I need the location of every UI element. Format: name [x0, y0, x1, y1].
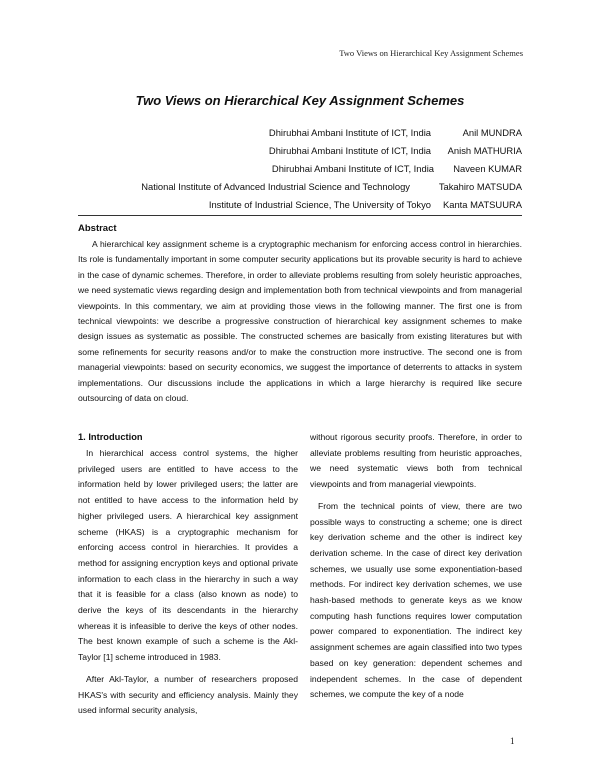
author-list — [62, 124, 522, 214]
abstract — [78, 223, 522, 406]
body-paragraph: After Akl-Taylor, a number of researchers proposed HKAS's with security and efficiency analysis. Mainly they used informal security analysis, — [78, 673, 298, 716]
author-name: Anil MUNDRA — [462, 127, 522, 138]
section-heading: 1. Introduction — [78, 432, 143, 442]
author-affiliation: Dhirubhai Ambani Institute of ICT, India — [268, 127, 431, 138]
author-name: Kanta MATSUURA — [442, 199, 522, 210]
author-name: Naveen KUMAR — [453, 163, 522, 174]
author-name: Takahiro MATSUDA — [438, 181, 522, 192]
right-column — [310, 430, 522, 709]
abstract-body: A hierarchical key assignment scheme is a cryptographic mechanism for enforcing access control in hierarchies. Its role is fundamentally important in some computer security applications but its provable security is hard to achieve in the case of dynamic schemes. Therefore, in order to alleviate problems resulting from solely heuristic approaches, we need systematic views regarding design and implementation both from technical viewpoints and from managerial viewpoints. In this commentary, we aim at providing those views in the following manner. The first one is from technical viewpoints: we describe a progressive construction of hierarchical key assignment schemes to make design issues as systematic as possible. The constructed schemes are basically from existing literatures but with some refinements for security reasons and/or to make the construction more instructive. The second one is from managerial viewpoints: based on security economics, we suggest the importance of deterrents to attacks in system implementations. Our discussions include the applications in which a large hierarchy is required like secure outsourcing of data on cloud. — [78, 239, 522, 404]
page-number: 1 — [510, 736, 515, 746]
author-affiliation: Institute of Industrial Science, The University of Tokyo — [208, 199, 431, 210]
left-column — [78, 430, 298, 725]
author-row — [62, 178, 522, 196]
body-paragraph: In hierarchical access control systems, the higher privileged users are entitled to have access to the information held by lower privileged users; the latter are not entitled to have access to the information held by higher privileged users. A hierarchical key assignment scheme (HKAS) is a cryptographic mechanism for enforcing access control in hierarchies. It provides a method for assigning encryption keys and optional private information to each class in the hierarchy in such a way that it is feasible for a class (also known as node) to derive the keys of its descendants in the hierarchy whereas it is infeasible to derive the keys of other nodes. The best known example of such a scheme is the Akl-Taylor [1] scheme introduced in 1983. — [78, 448, 298, 663]
author-row — [62, 160, 522, 178]
author-row — [62, 196, 522, 214]
abstract-divider — [78, 215, 522, 216]
body-paragraph: From the technical points of view, there are two possible ways to constructing a scheme; one is direct key derivation scheme and the other is indirect key derivation scheme. In the case of direct key derivation schemes, we usually use some exponentiation-based methods. For indirect key derivation schemes, we use hash-based methods to generate keys as we know computing hash functions requires lower computation power compared to exponentiation. The indirect key assignment schemes are again classified into two types based on key generation: dependent schemes and independent schemes. In the case of dependent schemes, we compute the key of a node — [310, 500, 522, 700]
running-header: Two Views on Hierarchical Key Assignment Schemes — [339, 48, 523, 58]
author-row — [62, 124, 522, 142]
abstract-heading: Abstract — [78, 223, 117, 234]
paper-title: Two Views on Hierarchical Key Assignment Schemes — [135, 93, 465, 108]
author-row — [62, 142, 522, 160]
body-paragraph-continuation: without rigorous security proofs. Therefore, in order to alleviate problems resulting from heuristic approaches, we need systematic views both from technical viewpoints and from managerial viewpoints. — [310, 432, 522, 490]
author-name: Anish MATHURIA — [447, 145, 522, 156]
author-affiliation: Dhirubhai Ambani Institute of ICT, India — [271, 163, 434, 174]
author-affiliation: Dhirubhai Ambani Institute of ICT, India — [268, 145, 431, 156]
author-affiliation: National Institute of Advanced Industrial Science and Technology — [141, 181, 410, 192]
